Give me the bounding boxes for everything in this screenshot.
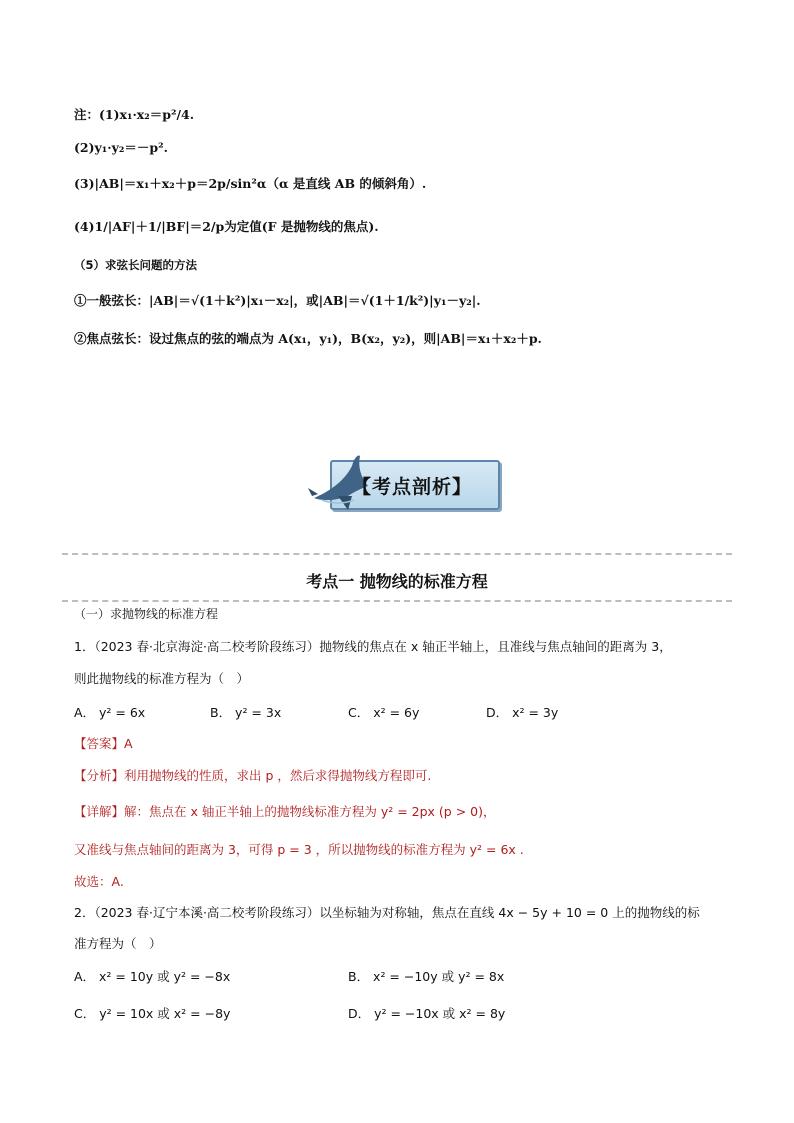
q1-option-d: D． x² = 3y [486, 705, 559, 720]
q1-option-c: C． x² = 6y [348, 705, 420, 720]
note-2: (2)y₁·y₂＝－p². [74, 140, 168, 155]
note-6: ①一般弦长：|AB|＝√(1＋k²)|x₁－x₂|，或|AB|＝√(1＋1/k²)|y₁－y₂|. [74, 293, 481, 308]
q2-option-d: D． y² = −10x 或 x² = 8y [348, 1006, 506, 1021]
q1-detail-1 [74, 803, 495, 821]
banner-label: 【考点剖析】 [352, 476, 473, 498]
analysis-tag: 【分析】 [74, 768, 125, 783]
q1-line2: 则此抛物线的标准方程为（ ） [74, 671, 250, 686]
q1-line1: 1．（2023 春·北京海淀·高二校考阶段练习）抛物线的焦点在 x 轴正半轴上，且准线与焦点轴间的距离为 3， [74, 639, 672, 654]
section-title: 考点一 抛物线的标准方程 [306, 572, 488, 591]
q1-analysis [74, 767, 431, 785]
note-1: 注：(1)x₁·x₂＝p²/4. [74, 107, 195, 122]
q1-option-a: A． y² = 6x [74, 705, 146, 720]
divider-bottom [62, 600, 732, 602]
detail-text-1: 解：焦点在 x 轴正半轴上的抛物线标准方程为 y² = 2px (p > 0)， [124, 804, 496, 819]
divider-top [62, 553, 732, 555]
q2-line1: 2．（2023 春·辽宁本溪·高二校考阶段练习）以坐标轴为对称轴，焦点在直线 4x − 5y + 10 = 0 上的抛物线的标 [74, 905, 700, 920]
note-4: (4)1/|AF|＋1/|BF|＝2/p为定值(F 是抛物线的焦点). [74, 219, 379, 234]
note-3: (3)|AB|＝x₁＋x₂＋p＝2p/sin²α（α 是直线 AB 的倾斜角）. [74, 176, 427, 191]
section-subtitle: （一）求抛物线的标准方程 [74, 607, 219, 621]
q1-detail-2: 又准线与焦点轴间的距离为 3，可得 p = 3 ，所以抛物线的标准方程为 y² = 6x . [74, 842, 524, 857]
q1-option-b: B． y² = 3x [210, 705, 282, 720]
analysis-text: 利用抛物线的性质，求出 p ，然后求得抛物线方程即可. [124, 768, 432, 783]
q1-answer: 【答案】A [74, 736, 133, 751]
q2-option-a: A． x² = 10y 或 y² = −8x [74, 969, 231, 984]
q2-option-b: B． x² = −10y 或 y² = 8x [348, 969, 505, 984]
note-5: （5）求弦长问题的方法 [74, 258, 198, 272]
section-banner [308, 452, 498, 514]
q2-line2: 准方程为（ ） [74, 936, 162, 951]
q1-choose: 故选：A. [74, 874, 124, 889]
q2-option-c: C． y² = 10x 或 x² = −8y [74, 1006, 231, 1021]
detail-tag: 【详解】 [74, 804, 125, 819]
note-7: ②焦点弦长：设过焦点的弦的端点为 A(x₁，y₁)，B(x₂，y₂)，则|AB|＝x₁＋x₂＋p. [74, 331, 542, 346]
